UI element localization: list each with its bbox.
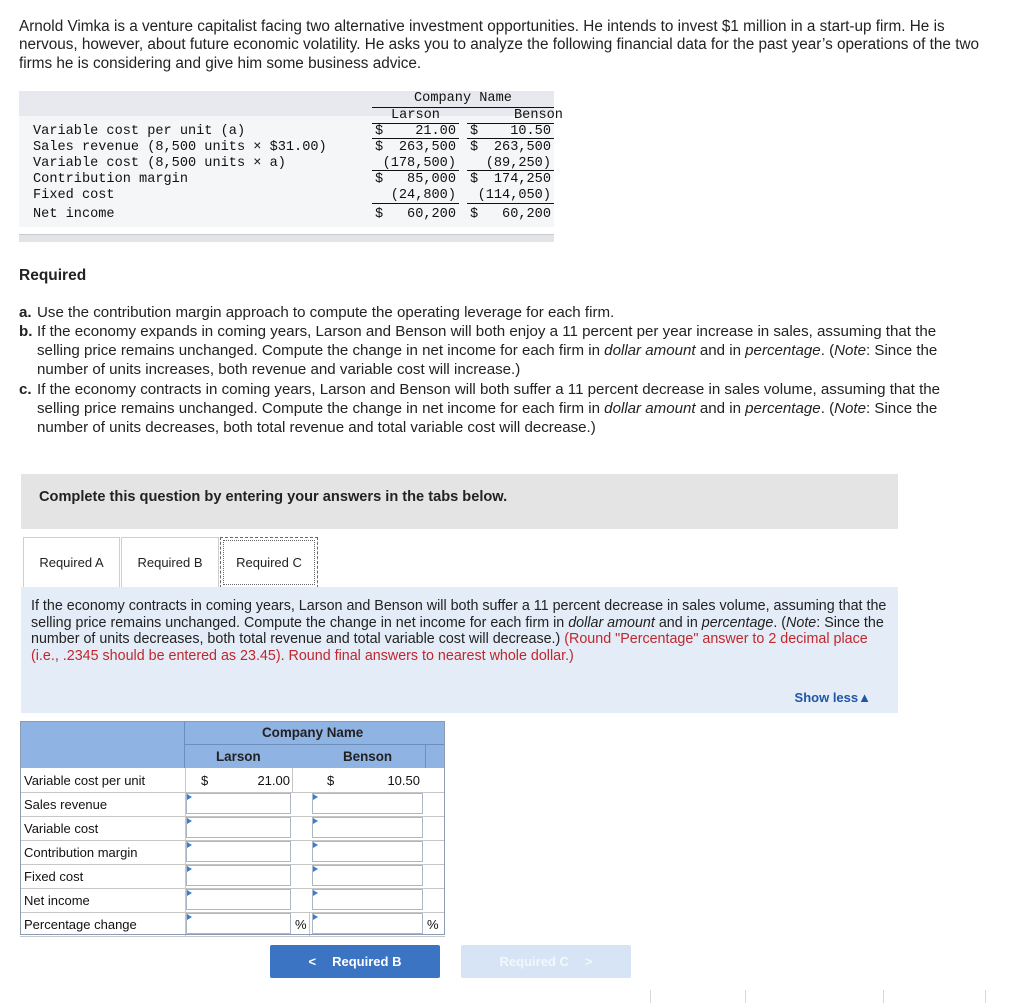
value-underline (372, 203, 459, 204)
benson-input[interactable] (312, 817, 423, 838)
answer-table-col-benson: Benson (343, 749, 393, 764)
benson-value: (89,250) (485, 156, 551, 171)
answer-table-label-header (20, 721, 185, 768)
larson-input[interactable] (186, 865, 291, 886)
prev-required-b-button[interactable]: < Required B (270, 945, 440, 978)
larson-value: 85,000 (407, 172, 456, 187)
answer-table-group-header: Company Name (262, 725, 364, 740)
answer-table-row (20, 888, 445, 913)
answer-table-col-larson: Larson (216, 749, 261, 764)
question-panel (21, 587, 898, 713)
larson-dollar-sign: $ (201, 773, 209, 788)
larson-percentage-input[interactable] (186, 913, 291, 934)
larson-dollar-sign: $ (375, 140, 384, 155)
larson-dollar-sign: $ (375, 207, 384, 222)
required-item-b (19, 322, 979, 379)
data-row-label: Net income (33, 207, 115, 222)
required-text-c: If the economy contracts in coming years, Larson and Benson will both suffer a 11 percent decrease in sales volume, assuming that the selling price remains unchanged. Compute the change in net income for each firm in dollar amount and in percentage. (Note: Since the number of units decreases, both total revenue and total variable cost will decrease.) (37, 381, 941, 436)
benson-value: (114,050) (477, 188, 551, 203)
benson-input[interactable] (312, 865, 423, 886)
answer-table (20, 721, 445, 935)
required-letter-c: c. (19, 381, 32, 398)
benson-dollar-sign: $ (327, 773, 335, 788)
value-underline (372, 138, 459, 139)
answer-row-label: Sales revenue (24, 797, 108, 812)
required-heading: Required (19, 267, 87, 284)
benson-value: 263,500 (493, 140, 551, 155)
answer-table-header-divider-right (425, 744, 426, 768)
larson-input[interactable] (186, 889, 291, 910)
data-table-footer-bar (19, 234, 554, 242)
answer-table-row (20, 864, 445, 889)
required-item-a (19, 303, 979, 322)
chevron-left-icon: < (308, 954, 317, 969)
data-row-label: Fixed cost (33, 188, 115, 203)
data-row-label: Variable cost per unit (a) (33, 124, 246, 139)
larson-dollar-sign: $ (375, 124, 384, 139)
data-table-col-larson: Larson (391, 108, 440, 123)
larson-percent-sign: % (295, 917, 307, 932)
larson-value: 21.00 (415, 124, 456, 139)
larson-value: 21.00 (257, 773, 290, 788)
answer-table-row (20, 912, 445, 937)
benson-input[interactable] (312, 841, 423, 862)
data-row-label: Sales revenue (8,500 units × $31.00) (33, 140, 327, 155)
required-letter-a: a. (19, 304, 32, 321)
larson-value: (178,500) (382, 156, 456, 171)
benson-value: 174,250 (493, 172, 551, 187)
instructions-banner (21, 474, 898, 529)
benson-input[interactable] (312, 793, 423, 814)
data-row-label: Contribution margin (33, 172, 188, 187)
value-underline (467, 203, 554, 204)
answer-table-row (20, 768, 445, 793)
value-underline (467, 138, 554, 139)
answer-row-label: Variable cost (24, 821, 99, 836)
chevron-right-icon: > (584, 954, 593, 969)
tab-required-b[interactable]: Required B (121, 537, 219, 588)
benson-dollar-sign: $ (470, 140, 479, 155)
data-row-label: Variable cost (8,500 units × a) (33, 156, 286, 171)
larson-input[interactable] (186, 841, 291, 862)
value-underline (467, 170, 554, 171)
benson-percentage-input[interactable] (312, 913, 423, 934)
column-divider (309, 912, 310, 936)
benson-percent-sign: % (427, 917, 439, 932)
required-text-a: Use the contribution margin approach to compute the operating leverage for each firm. (37, 304, 615, 321)
column-divider (292, 768, 293, 792)
answer-row-label: Percentage change (24, 917, 137, 932)
answer-table-row (20, 816, 445, 841)
benson-dollar-sign: $ (470, 207, 479, 222)
data-table-col-benson: Benson (514, 108, 563, 123)
required-letter-b: b. (19, 323, 33, 340)
answer-table-row (20, 792, 445, 817)
data-table-group-header: Company Name (414, 91, 512, 106)
answer-row-label: Fixed cost (24, 869, 84, 884)
answer-row-label: Contribution margin (24, 845, 138, 860)
answer-row-label: Variable cost per unit (24, 773, 146, 788)
intro-paragraph: Arnold Vimka is a venture capitalist facing two alternative investment opportunities. He intends to invest $1 million in a start-up firm. He is nervous, however, about future economic volatility. He asks you to analyze the following financial data for the past year’s operations of the two firms he is considering and give him some business advice. (19, 18, 979, 72)
larson-input[interactable] (186, 793, 291, 814)
larson-value: (24,800) (390, 188, 456, 203)
answer-row-label: Net income (24, 893, 90, 908)
benson-input[interactable] (312, 889, 423, 910)
value-underline (372, 170, 459, 171)
rounding-instructions: (Round "Percentage" answer to 2 decimal place (i.e., .2345 should be entered as 23.45). Round final answers to nearest whole dollar.) (31, 631, 868, 664)
benson-dollar-sign: $ (470, 172, 479, 187)
benson-value: 60,200 (502, 207, 551, 222)
benson-value: 10.50 (510, 124, 551, 139)
larson-value: 263,500 (398, 140, 456, 155)
answer-table-row (20, 840, 445, 865)
next-required-c-button: Required C > (461, 945, 631, 978)
larson-dollar-sign: $ (375, 172, 384, 187)
tab-required-c[interactable]: Required C (220, 537, 318, 588)
banner-text: Complete this question by entering your answers in the tabs below. (39, 489, 508, 505)
column-divider (185, 768, 186, 792)
answer-table-header-divider (185, 744, 445, 745)
required-text-b: If the economy expands in coming years, Larson and Benson will both enjoy a 11 percent per year increase in sales, assuming that the selling price remains unchanged. Compute the change in net income for each firm in dollar amount and in percentage. (Note: Since the number of units increases, both revenue and variable cost will increase.) (37, 323, 938, 378)
larson-input[interactable] (186, 817, 291, 838)
larson-value: 60,200 (407, 207, 456, 222)
benson-value: 10.50 (387, 773, 420, 788)
question-text: If the economy contracts in coming years, Larson and Benson will both suffer a 11 percent decrease in sales volume, assuming that the selling price remains unchanged. Compute the change in net income for each firm in dollar amount and in percentage. (Note: Since the number of units decreases, both total revenue and total variable cost will decrease.) (Round "Percentage" answer to 2 decimal place (i.e., .2345 should be entered as 23.45). Round final answers to nearest whole dollar.) (31, 598, 887, 664)
benson-dollar-sign: $ (470, 124, 479, 139)
tab-required-a[interactable]: Required A (23, 537, 120, 588)
required-item-c (19, 380, 979, 437)
show-less-link[interactable]: Show less▲ (794, 690, 871, 705)
